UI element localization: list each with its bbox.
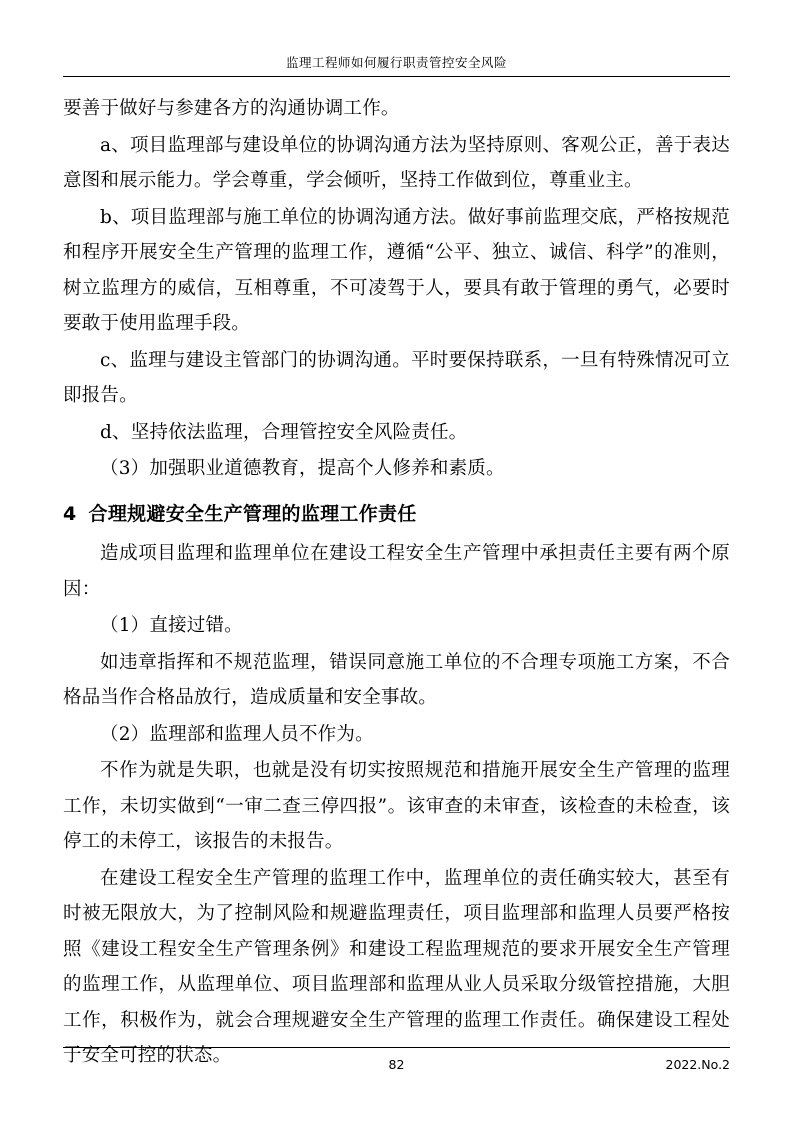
- section-number: 4: [63, 502, 77, 525]
- paragraph: 如违章指挥和不规范监理，错误同意施工单位的不合理专项施工方案，不合格品当作合格品放行，造成质量和安全事故。: [63, 651, 730, 708]
- paragraph: （2）监理部和监理人员不作为。: [100, 723, 374, 745]
- paragraph: 在建设工程安全生产管理的监理工作中，监理单位的责任确实较大，甚至有时被无限放大，为了控制风险和规避监理责任，项目监理部和监理人员要严格按照《建设工程安全生产管理条例》和建设工程监理规范的要求开展安全生产管理的监理工作，从监理单位、项目监理部和监理从业人员采取分级管控措施，大胆工作，积极作为，就会合理规避安全生产管理的监理工作责任。确保建设工程处于安全可控的状态。: [63, 867, 730, 1066]
- paragraph: 要善于做好与参建各方的沟通协调工作。: [63, 98, 400, 119]
- paragraph: （3）加强职业道德教育，提高个人修养和素质。: [100, 458, 505, 479]
- footer-row: [63, 1057, 730, 1077]
- page-content: [63, 55, 730, 1075]
- paragraph: 造成项目监理和监理单位在建设工程安全生产管理中承担责任主要有两个原因：: [63, 543, 730, 600]
- paragraph: d、坚持依法监理，合理管控安全风险责任。: [100, 421, 468, 443]
- section-title: 合理规避安全生产管理的监理工作责任: [88, 502, 417, 525]
- paragraph: a、项目监理部与建设单位的协调沟通方法为坚持原则、客观公正，善于表达意图和展示能力。学会尊重，学会倾听，坚持工作做到位，尊重业主。: [63, 134, 730, 191]
- issue-label: 2022.No.2: [665, 1057, 730, 1072]
- paragraph: 不作为就是失职，也就是没有切实按照规范和措施开展安全生产管理的监理工作，未切实做到“一审二查三停四报”。该审查的未审查，该检查的未检查，该停工的未停工，该报告的未报告。: [63, 760, 730, 852]
- section-heading: [63, 497, 730, 533]
- footer-divider: [63, 1047, 730, 1048]
- header-divider: [63, 76, 730, 77]
- page-number: 82: [388, 1057, 405, 1072]
- paragraph: （1）直接过错。: [100, 615, 243, 636]
- paragraph: c、监理与建设主管部门的协调沟通。平时要保持联系，一旦有特殊情况可立即报告。: [63, 349, 730, 406]
- page-footer: [63, 1047, 730, 1077]
- running-header: 监理工程师如何履行职责管控安全风险: [285, 55, 507, 70]
- paragraph: b、项目监理部与施工单位的协调沟通方法。做好事前监理交底，严格按规范和程序开展安全生产管理的监理工作，遵循“公平、独立、诚信、科学”的准则，树立监理方的威信，互相尊重，不可凌驾于人，要具有敢于管理的勇气，必要时要敢于使用监理手段。: [63, 206, 730, 334]
